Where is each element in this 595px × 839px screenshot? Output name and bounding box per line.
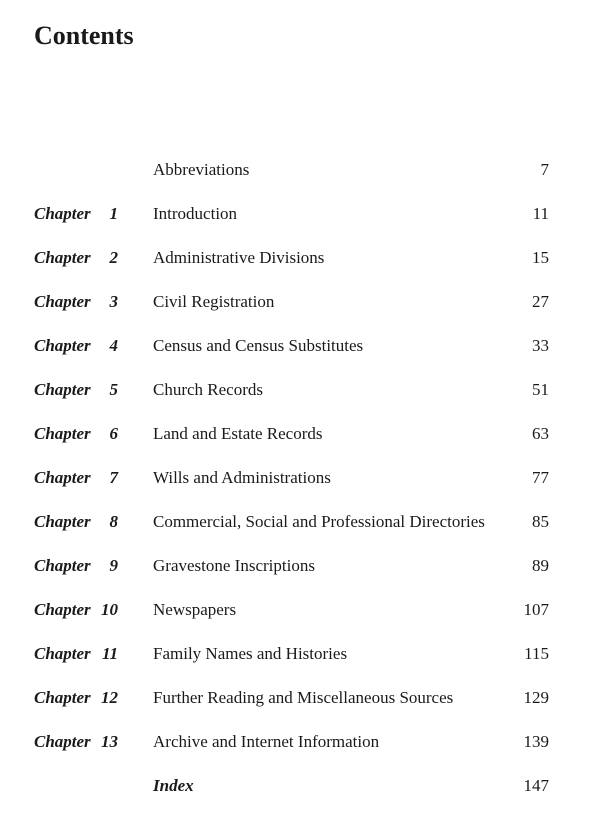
chapter-number: 11 — [101, 644, 118, 663]
page-number: 33 — [532, 336, 549, 355]
page-number: 27 — [532, 292, 549, 311]
toc-entry-chapter-5[interactable] — [0, 378, 595, 422]
chapter-label: Chapter — [34, 512, 91, 531]
chapter-label: Chapter — [34, 336, 91, 355]
toc-entry-chapter-4[interactable] — [0, 334, 595, 378]
chapter-number: 4 — [109, 336, 118, 355]
entry-title: Administrative Divisions — [153, 248, 325, 267]
page-number: 63 — [532, 424, 549, 443]
chapter-label: Chapter — [34, 380, 91, 399]
toc-entry-chapter-10[interactable] — [0, 598, 595, 642]
chapter-number: 9 — [109, 556, 118, 575]
page-number: 139 — [523, 732, 549, 751]
chapter-label: Chapter — [34, 732, 91, 751]
toc-entry-chapter-13[interactable] — [0, 730, 595, 774]
toc-entry-chapter-12[interactable] — [0, 686, 595, 730]
table-of-contents — [0, 158, 595, 818]
chapter-number: 5 — [109, 380, 118, 399]
entry-title: Abbreviations — [153, 160, 250, 179]
page-number: 85 — [532, 512, 549, 531]
chapter-number: 7 — [109, 468, 118, 487]
toc-entry-abbreviations[interactable] — [0, 158, 595, 202]
toc-entry-chapter-8[interactable] — [0, 510, 595, 554]
entry-title: Land and Estate Records — [153, 424, 323, 443]
entry-title: Further Reading and Miscellaneous Sources — [153, 688, 454, 707]
page-number: 147 — [523, 776, 549, 795]
page-number: 51 — [532, 380, 549, 399]
entry-title: Index — [153, 776, 194, 795]
toc-entry-chapter-11[interactable] — [0, 642, 595, 686]
page-number: 15 — [532, 248, 549, 267]
entry-title: Church Records — [153, 380, 264, 399]
chapter-number: 8 — [109, 512, 118, 531]
chapter-number: 6 — [109, 424, 118, 443]
page-number: 7 — [540, 160, 549, 179]
entry-title: Introduction — [153, 204, 238, 223]
entry-title: Commercial, Social and Professional Directories — [153, 512, 485, 531]
chapter-label: Chapter — [34, 424, 91, 443]
page-number: 89 — [532, 556, 549, 575]
chapter-label: Chapter — [34, 468, 91, 487]
page-number: 107 — [523, 600, 549, 619]
toc-entry-chapter-9[interactable] — [0, 554, 595, 598]
page-title: Contents — [34, 21, 134, 50]
toc-entry-chapter-7[interactable] — [0, 466, 595, 510]
entry-title: Newspapers — [153, 600, 237, 619]
chapter-label: Chapter — [34, 292, 91, 311]
page-number: 11 — [532, 204, 549, 223]
chapter-label: Chapter — [34, 248, 91, 267]
chapter-number: 12 — [101, 688, 118, 707]
chapter-label: Chapter — [34, 600, 91, 619]
toc-entry-chapter-6[interactable] — [0, 422, 595, 466]
chapter-number: 1 — [109, 204, 118, 223]
toc-entry-index[interactable] — [0, 774, 595, 818]
entry-title: Wills and Administrations — [153, 468, 331, 487]
entry-title: Archive and Internet Information — [153, 732, 380, 751]
page-number: 129 — [523, 688, 549, 707]
chapter-number: 3 — [109, 292, 118, 311]
toc-entry-chapter-1[interactable] — [0, 202, 595, 246]
chapter-number: 10 — [101, 600, 118, 619]
chapter-label: Chapter — [34, 204, 91, 223]
chapter-label: Chapter — [34, 688, 91, 707]
entry-title: Gravestone Inscriptions — [153, 556, 315, 575]
page-number: 77 — [532, 468, 549, 487]
page-number: 115 — [524, 644, 549, 663]
chapter-number: 13 — [101, 732, 118, 751]
chapter-label: Chapter — [34, 644, 91, 663]
entry-title: Civil Registration — [153, 292, 275, 311]
toc-entry-chapter-2[interactable] — [0, 246, 595, 290]
entry-title: Family Names and Histories — [153, 644, 348, 663]
chapter-label: Chapter — [34, 556, 91, 575]
toc-entry-chapter-3[interactable] — [0, 290, 595, 334]
entry-title: Census and Census Substitutes — [153, 336, 364, 355]
chapter-number: 2 — [109, 248, 118, 267]
